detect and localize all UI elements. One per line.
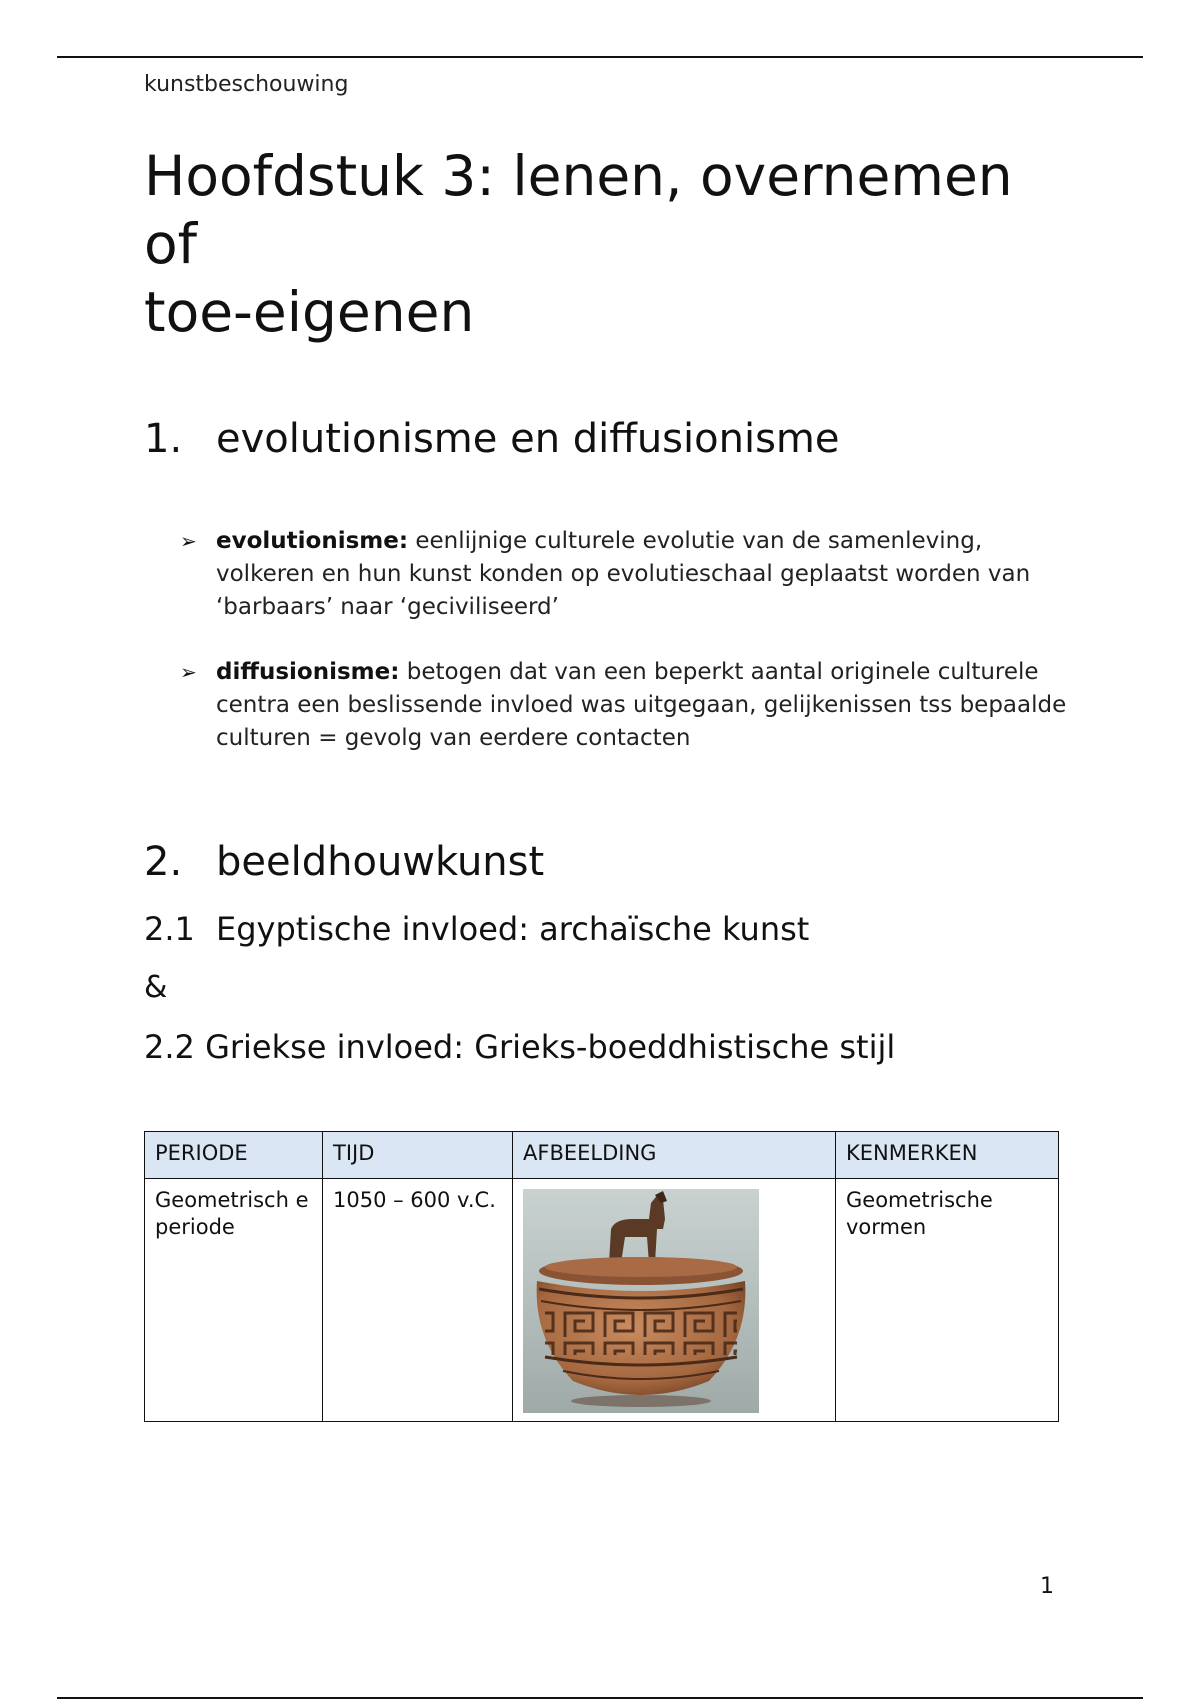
- subsection-2-1-number: 2.1: [144, 910, 195, 948]
- section-1-title: evolutionisme en diffusionisme: [216, 416, 840, 462]
- bottom-rule: [57, 1697, 1143, 1699]
- subsection-2-1-title: Egyptische invloed: archaïsche kunst: [216, 910, 810, 948]
- column-header-periode: PERIODE: [145, 1132, 323, 1179]
- top-rule: [57, 56, 1143, 58]
- arrow-bullet-icon: ➢: [180, 529, 197, 553]
- definition-text: eenlijnige culturele evolutie van de samenleving, volkeren en hun kunst konden op evolutieschaal geplaatst worden van ‘barbaars’ naar ‘geciviliseerd’: [216, 528, 1031, 620]
- title-line-2: of: [144, 212, 198, 276]
- ampersand: &: [144, 970, 168, 1005]
- cell-afbeelding: [513, 1179, 836, 1422]
- column-header-afbeelding: AFBEELDING: [513, 1132, 836, 1179]
- section-2-number: 2.: [144, 839, 183, 885]
- cell-kenmerken: Geometrische vormen: [836, 1179, 1059, 1422]
- definition-term: evolutionisme:: [216, 528, 409, 554]
- section-2-title: beeldhouwkunst: [216, 839, 545, 885]
- definition-term: diffusionisme:: [216, 659, 400, 685]
- definition-text: betogen dat van een beperkt aantal originele culturele centra een beslissende invloed was uitgegaan, gelijkenissen tss bepaalde culturen = gevolg van eerdere contacten: [216, 659, 1067, 751]
- list-item: [180, 656, 1080, 755]
- running-header: kunstbeschouwing: [144, 72, 349, 97]
- column-header-tijd: TIJD: [323, 1132, 513, 1179]
- title-line-1: Hoofdstuk 3: lenen, overnemen: [144, 144, 1013, 208]
- title-line-3: toe-eigenen: [144, 280, 475, 344]
- geometric-pyxis-image: [523, 1189, 759, 1413]
- definition-list: [180, 525, 1080, 787]
- arrow-bullet-icon: ➢: [180, 660, 197, 684]
- table-header-row: [145, 1132, 1059, 1179]
- cell-periode: Geometrisch e periode: [145, 1179, 323, 1422]
- column-header-kenmerken: KENMERKEN: [836, 1132, 1059, 1179]
- page-number: 1: [1040, 1574, 1054, 1599]
- section-1-number: 1.: [144, 416, 183, 462]
- subsection-2-2-heading: 2.2 Griekse invloed: Grieks-boeddhistische stijl: [144, 1028, 896, 1066]
- subsection-2-1-heading: [144, 910, 809, 948]
- page-title: [144, 142, 1074, 346]
- section-1-heading: [144, 416, 839, 462]
- section-2-heading: [144, 839, 544, 885]
- list-item: [180, 525, 1080, 624]
- art-period-table: [144, 1131, 1059, 1422]
- table-row: [145, 1179, 1059, 1422]
- cell-tijd: 1050 – 600 v.C.: [323, 1179, 513, 1422]
